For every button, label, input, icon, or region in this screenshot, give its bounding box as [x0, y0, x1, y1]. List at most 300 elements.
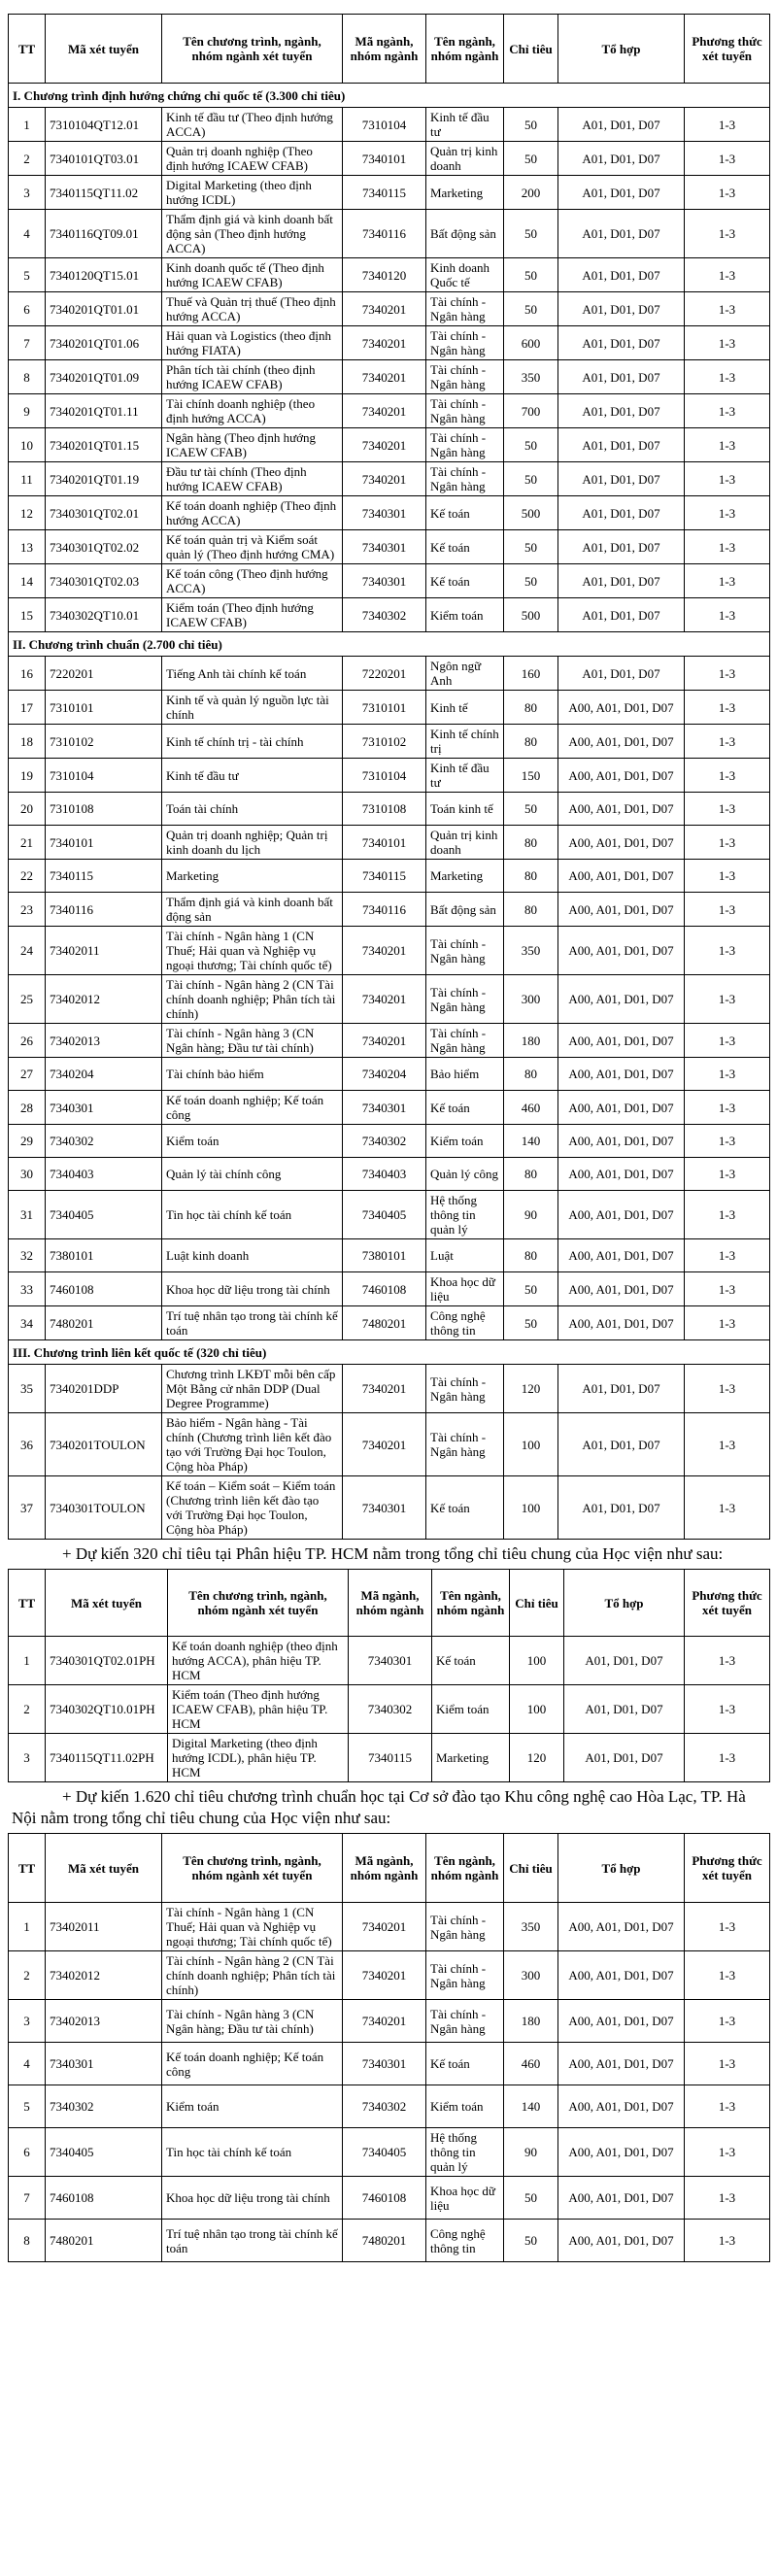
cell-ten-nganh: Hệ thống thông tin quản lý — [426, 2128, 504, 2177]
cell-to-hop: A00, A01, D01, D07 — [558, 691, 685, 725]
table-row — [9, 1637, 770, 1685]
cell-chi-tieu: 50 — [504, 1272, 558, 1306]
cell-tt: 18 — [9, 725, 46, 759]
cell-chi-tieu: 140 — [504, 2085, 558, 2128]
table-row — [9, 326, 770, 360]
cell-chi-tieu: 350 — [504, 360, 558, 394]
cell-ten-nganh: Tài chính - Ngân hàng — [426, 326, 504, 360]
cell-to-hop: A01, D01, D07 — [558, 326, 685, 360]
cell-chi-tieu: 180 — [504, 2000, 558, 2043]
cell-chi-tieu: 50 — [504, 564, 558, 598]
cell-ma-nganh: 7380101 — [343, 1239, 426, 1272]
cell-to-hop: A00, A01, D01, D07 — [558, 2043, 685, 2085]
cell-ten-chuong-trinh: Kế toán công (Theo định hướng ACCA) — [162, 564, 343, 598]
cell-ma-xet-tuyen: 7340405 — [46, 2128, 162, 2177]
cell-ma-xet-tuyen: 7340115QT11.02PH — [46, 1734, 168, 1782]
table-row — [9, 1685, 770, 1734]
cell-ma-xet-tuyen: 7340116QT09.01 — [46, 210, 162, 258]
cell-tt: 1 — [9, 1637, 46, 1685]
cell-phuong-thuc: 1-3 — [685, 2220, 770, 2262]
cell-ma-nganh: 7310101 — [343, 691, 426, 725]
cell-ma-xet-tuyen: 7460108 — [46, 1272, 162, 1306]
note-hoa-lac — [8, 1786, 769, 1829]
cell-ten-chuong-trinh: Marketing — [162, 860, 343, 893]
cell-phuong-thuc: 1-3 — [685, 462, 770, 496]
cell-chi-tieu: 50 — [504, 258, 558, 292]
cell-tt: 37 — [9, 1476, 46, 1540]
cell-ten-nganh: Kiểm toán — [426, 1125, 504, 1158]
cell-tt: 25 — [9, 975, 46, 1024]
cell-tt: 4 — [9, 2043, 46, 2085]
cell-phuong-thuc: 1-3 — [685, 826, 770, 860]
cell-ten-nganh: Bất động sản — [426, 893, 504, 927]
cell-phuong-thuc: 1-3 — [685, 564, 770, 598]
cell-to-hop: A00, A01, D01, D07 — [558, 1272, 685, 1306]
cell-tt: 22 — [9, 860, 46, 893]
cell-to-hop: A00, A01, D01, D07 — [558, 1951, 685, 2000]
cell-ma-nganh: 7340302 — [343, 1125, 426, 1158]
cell-ma-nganh: 7340405 — [343, 1191, 426, 1239]
cell-phuong-thuc: 1-3 — [685, 530, 770, 564]
table-row — [9, 394, 770, 428]
cell-ten-chuong-trinh: Khoa học dữ liệu trong tài chính — [162, 1272, 343, 1306]
header-tt: TT — [9, 1834, 46, 1903]
cell-phuong-thuc: 1-3 — [685, 108, 770, 142]
header-ten-nganh: Tên ngành, nhóm ngành — [426, 1834, 504, 1903]
cell-phuong-thuc: 1-3 — [685, 1365, 770, 1413]
cell-chi-tieu: 50 — [504, 1306, 558, 1340]
cell-chi-tieu: 600 — [504, 326, 558, 360]
table-row — [9, 1951, 770, 2000]
cell-to-hop: A00, A01, D01, D07 — [558, 1239, 685, 1272]
table-header-row — [9, 1834, 770, 1903]
cell-ten-nganh: Marketing — [432, 1734, 510, 1782]
cell-ma-xet-tuyen: 7310104 — [46, 759, 162, 793]
cell-chi-tieu: 350 — [504, 1903, 558, 1951]
cell-ten-chuong-trinh: Tài chính - Ngân hàng 3 (CN Ngân hàng; Đầu tư tài chính) — [162, 2000, 343, 2043]
cell-ma-xet-tuyen: 7340101QT03.01 — [46, 142, 162, 176]
cell-chi-tieu: 150 — [504, 759, 558, 793]
cell-ten-chuong-trinh: Quản trị doanh nghiệp (Theo định hướng ICAEW CFAB) — [162, 142, 343, 176]
cell-to-hop: A01, D01, D07 — [558, 258, 685, 292]
section-title: II. Chương trình chuẩn (2.700 chỉ tiêu) — [9, 632, 770, 657]
table-row — [9, 1239, 770, 1272]
cell-chi-tieu: 50 — [504, 428, 558, 462]
cell-chi-tieu: 700 — [504, 394, 558, 428]
header-tt: TT — [9, 15, 46, 84]
cell-ma-nganh: 7340301 — [343, 496, 426, 530]
cell-to-hop: A00, A01, D01, D07 — [558, 1125, 685, 1158]
cell-ten-chuong-trinh: Kế toán – Kiểm soát – Kiểm toán (Chương trình liên kết đào tạo với Trường Đại học Toulon, Cộng hòa Pháp) — [162, 1476, 343, 1540]
cell-tt: 13 — [9, 530, 46, 564]
cell-ma-xet-tuyen: 7340302QT10.01 — [46, 598, 162, 632]
header-ma-xet-tuyen: Mã xét tuyển — [46, 1834, 162, 1903]
cell-ma-nganh: 7340201 — [343, 1413, 426, 1476]
cell-ma-xet-tuyen: 7310108 — [46, 793, 162, 826]
cell-ten-nganh: Kinh tế chính trị — [426, 725, 504, 759]
cell-to-hop: A01, D01, D07 — [558, 1413, 685, 1476]
cell-tt: 31 — [9, 1191, 46, 1239]
cell-ten-nganh: Bảo hiểm — [426, 1058, 504, 1091]
header-ma-nganh: Mã ngành, nhóm ngành — [343, 1834, 426, 1903]
cell-tt: 7 — [9, 326, 46, 360]
cell-ma-nganh: 7340403 — [343, 1158, 426, 1191]
cell-ma-xet-tuyen: 7340301QT02.03 — [46, 564, 162, 598]
cell-phuong-thuc: 1-3 — [685, 1058, 770, 1091]
cell-ten-nganh: Luật — [426, 1239, 504, 1272]
cell-tt: 7 — [9, 2177, 46, 2220]
cell-ma-xet-tuyen: 7340204 — [46, 1058, 162, 1091]
table-row — [9, 496, 770, 530]
cell-ma-nganh: 7340302 — [343, 2085, 426, 2128]
cell-to-hop: A01, D01, D07 — [558, 657, 685, 691]
cell-phuong-thuc: 1-3 — [685, 1734, 770, 1782]
cell-ma-nganh: 7340302 — [343, 598, 426, 632]
cell-phuong-thuc: 1-3 — [685, 1125, 770, 1158]
cell-tt: 19 — [9, 759, 46, 793]
cell-ten-nganh: Quản lý công — [426, 1158, 504, 1191]
cell-to-hop: A01, D01, D07 — [558, 428, 685, 462]
cell-to-hop: A00, A01, D01, D07 — [558, 893, 685, 927]
section-title: III. Chương trình liên kết quốc tế (320 chỉ tiêu) — [9, 1340, 770, 1365]
cell-ten-nganh: Hệ thống thông tin quản lý — [426, 1191, 504, 1239]
table-row — [9, 1365, 770, 1413]
header-ma-nganh: Mã ngành, nhóm ngành — [343, 15, 426, 84]
section-header-row — [9, 1340, 770, 1365]
cell-ten-chuong-trinh: Phân tích tài chính (theo định hướng ICAEW CFAB) — [162, 360, 343, 394]
cell-chi-tieu: 50 — [504, 108, 558, 142]
cell-ma-nganh: 7340101 — [343, 826, 426, 860]
cell-phuong-thuc: 1-3 — [685, 2128, 770, 2177]
cell-phuong-thuc: 1-3 — [685, 975, 770, 1024]
cell-ten-nganh: Kế toán — [426, 530, 504, 564]
cell-ten-chuong-trinh: Tài chính - Ngân hàng 2 (CN Tài chính doanh nghiệp; Phân tích tài chính) — [162, 1951, 343, 2000]
cell-ma-nganh: 7340201 — [343, 1024, 426, 1058]
cell-chi-tieu: 100 — [504, 1476, 558, 1540]
cell-ma-xet-tuyen: 7340405 — [46, 1191, 162, 1239]
cell-ten-nganh: Kiểm toán — [426, 2085, 504, 2128]
cell-ten-chuong-trinh: Kinh tế đầu tư (Theo định hướng ACCA) — [162, 108, 343, 142]
cell-to-hop: A00, A01, D01, D07 — [558, 2177, 685, 2220]
cell-ma-nganh: 7340115 — [349, 1734, 432, 1782]
cell-phuong-thuc: 1-3 — [685, 292, 770, 326]
cell-ma-xet-tuyen: 7310104QT12.01 — [46, 108, 162, 142]
cell-ten-nganh: Tài chính - Ngân hàng — [426, 927, 504, 975]
cell-to-hop: A01, D01, D07 — [558, 530, 685, 564]
cell-ma-xet-tuyen: 7340201QT01.01 — [46, 292, 162, 326]
cell-ma-xet-tuyen: 7340302 — [46, 1125, 162, 1158]
cell-tt: 24 — [9, 927, 46, 975]
cell-phuong-thuc: 1-3 — [685, 428, 770, 462]
cell-phuong-thuc: 1-3 — [685, 657, 770, 691]
cell-ma-xet-tuyen: 7340201DDP — [46, 1365, 162, 1413]
cell-ma-nganh: 7340201 — [343, 2000, 426, 2043]
cell-tt: 8 — [9, 360, 46, 394]
cell-ten-nganh: Kế toán — [432, 1637, 510, 1685]
cell-ten-chuong-trinh: Trí tuệ nhân tạo trong tài chính kế toán — [162, 1306, 343, 1340]
header-phuong-thuc: Phương thức xét tuyển — [685, 1834, 770, 1903]
cell-ma-nganh: 7480201 — [343, 2220, 426, 2262]
cell-chi-tieu: 50 — [504, 142, 558, 176]
table-row — [9, 657, 770, 691]
table-row — [9, 1734, 770, 1782]
cell-ma-xet-tuyen: 7340201QT01.19 — [46, 462, 162, 496]
cell-tt: 1 — [9, 1903, 46, 1951]
cell-ma-nganh: 7340201 — [343, 360, 426, 394]
cell-ma-xet-tuyen: 7220201 — [46, 657, 162, 691]
table-row — [9, 210, 770, 258]
cell-ten-nganh: Kiểm toán — [432, 1685, 510, 1734]
table-header-row — [9, 1570, 770, 1637]
cell-ma-xet-tuyen: 7380101 — [46, 1239, 162, 1272]
table-row — [9, 360, 770, 394]
cell-to-hop: A00, A01, D01, D07 — [558, 826, 685, 860]
cell-tt: 5 — [9, 258, 46, 292]
cell-tt: 21 — [9, 826, 46, 860]
table-row — [9, 860, 770, 893]
cell-ma-xet-tuyen: 7340301 — [46, 2043, 162, 2085]
section-header-row — [9, 632, 770, 657]
cell-chi-tieu: 50 — [504, 292, 558, 326]
cell-phuong-thuc: 1-3 — [685, 793, 770, 826]
cell-ten-chuong-trinh: Kinh tế đầu tư — [162, 759, 343, 793]
table-row — [9, 1903, 770, 1951]
cell-tt: 5 — [9, 2085, 46, 2128]
cell-ma-nganh: 7340302 — [349, 1685, 432, 1734]
cell-ma-nganh: 7310102 — [343, 725, 426, 759]
cell-ten-nganh: Tài chính - Ngân hàng — [426, 1903, 504, 1951]
table-row — [9, 759, 770, 793]
cell-ten-nganh: Kinh doanh Quốc tế — [426, 258, 504, 292]
cell-ten-nganh: Tài chính - Ngân hàng — [426, 428, 504, 462]
cell-ten-chuong-trinh: Kế toán doanh nghiệp (Theo định hướng ACCA) — [162, 496, 343, 530]
cell-to-hop: A00, A01, D01, D07 — [558, 2220, 685, 2262]
cell-ten-chuong-trinh: Kinh doanh quốc tế (Theo định hướng ICAEW CFAB) — [162, 258, 343, 292]
admission-quota-table — [8, 14, 770, 1540]
cell-tt: 4 — [9, 210, 46, 258]
cell-to-hop: A01, D01, D07 — [558, 1365, 685, 1413]
cell-phuong-thuc: 1-3 — [685, 1272, 770, 1306]
cell-to-hop: A01, D01, D07 — [564, 1637, 685, 1685]
table-row — [9, 258, 770, 292]
cell-tt: 26 — [9, 1024, 46, 1058]
cell-tt: 28 — [9, 1091, 46, 1125]
cell-ten-nganh: Kế toán — [426, 2043, 504, 2085]
cell-ten-nganh: Tài chính - Ngân hàng — [426, 1024, 504, 1058]
cell-to-hop: A01, D01, D07 — [558, 108, 685, 142]
cell-chi-tieu: 460 — [504, 2043, 558, 2085]
cell-ma-nganh: 7340201 — [343, 1365, 426, 1413]
table-row — [9, 176, 770, 210]
cell-ten-chuong-trinh: Kinh tế và quản lý nguồn lực tài chính — [162, 691, 343, 725]
section-title: I. Chương trình định hướng chứng chỉ quốc tế (3.300 chỉ tiêu) — [9, 84, 770, 108]
table-row — [9, 1091, 770, 1125]
cell-ten-chuong-trinh: Tài chính - Ngân hàng 2 (CN Tài chính doanh nghiệp; Phân tích tài chính) — [162, 975, 343, 1024]
cell-ten-chuong-trinh: Kế toán quản trị và Kiểm soát quản lý (Theo định hướng CMA) — [162, 530, 343, 564]
cell-ten-chuong-trinh: Kiểm toán (Theo định hướng ICAEW CFAB), phân hiệu TP. HCM — [168, 1685, 349, 1734]
cell-ten-nganh: Tài chính - Ngân hàng — [426, 394, 504, 428]
cell-ten-nganh: Công nghệ thông tin — [426, 1306, 504, 1340]
header-ma-xet-tuyen: Mã xét tuyển — [46, 1570, 168, 1637]
cell-tt: 35 — [9, 1365, 46, 1413]
cell-ma-nganh: 7340301 — [343, 2043, 426, 2085]
cell-phuong-thuc: 1-3 — [685, 258, 770, 292]
cell-ten-chuong-trinh: Kinh tế chính trị - tài chính — [162, 725, 343, 759]
cell-ma-xet-tuyen: 73402013 — [46, 1024, 162, 1058]
header-phuong-thuc: Phương thức xét tuyển — [685, 15, 770, 84]
cell-to-hop: A00, A01, D01, D07 — [558, 1306, 685, 1340]
cell-chi-tieu: 80 — [504, 1158, 558, 1191]
cell-ma-xet-tuyen: 73402011 — [46, 927, 162, 975]
cell-ten-chuong-trinh: Kiểm toán (Theo định hướng ICAEW CFAB) — [162, 598, 343, 632]
cell-to-hop: A00, A01, D01, D07 — [558, 725, 685, 759]
cell-ten-nganh: Khoa học dữ liệu — [426, 1272, 504, 1306]
cell-ten-chuong-trinh: Tài chính - Ngân hàng 1 (CN Thuế; Hải quan và Nghiệp vụ ngoại thương; Tài chính quốc tế) — [162, 1903, 343, 1951]
cell-ten-chuong-trinh: Chương trình LKĐT mỗi bên cấp Một Bằng cử nhân DDP (Dual Degree Programme) — [162, 1365, 343, 1413]
table-row — [9, 530, 770, 564]
note-hcm-branch — [8, 1543, 769, 1565]
cell-ten-nganh: Khoa học dữ liệu — [426, 2177, 504, 2220]
cell-ma-xet-tuyen: 73402012 — [46, 1951, 162, 2000]
cell-ma-nganh: 7340201 — [343, 292, 426, 326]
cell-to-hop: A00, A01, D01, D07 — [558, 1024, 685, 1058]
cell-ten-nganh: Công nghệ thông tin — [426, 2220, 504, 2262]
table-row — [9, 1125, 770, 1158]
cell-chi-tieu: 140 — [504, 1125, 558, 1158]
cell-phuong-thuc: 1-3 — [685, 1306, 770, 1340]
cell-chi-tieu: 500 — [504, 598, 558, 632]
table-row — [9, 826, 770, 860]
cell-ma-xet-tuyen: 7310101 — [46, 691, 162, 725]
cell-ma-xet-tuyen: 7340403 — [46, 1158, 162, 1191]
cell-ma-xet-tuyen: 7340115QT11.02 — [46, 176, 162, 210]
cell-tt: 29 — [9, 1125, 46, 1158]
cell-ma-nganh: 7340120 — [343, 258, 426, 292]
cell-tt: 6 — [9, 2128, 46, 2177]
cell-phuong-thuc: 1-3 — [685, 2000, 770, 2043]
cell-ma-xet-tuyen: 7340301QT02.01PH — [46, 1637, 168, 1685]
cell-ma-xet-tuyen: 7340201QT01.11 — [46, 394, 162, 428]
table-row — [9, 2085, 770, 2128]
cell-ten-chuong-trinh: Đầu tư tài chính (Theo định hướng ICAEW CFAB) — [162, 462, 343, 496]
cell-ma-xet-tuyen: 7340116 — [46, 893, 162, 927]
cell-ma-nganh: 7340115 — [343, 860, 426, 893]
cell-chi-tieu: 50 — [504, 530, 558, 564]
cell-phuong-thuc: 1-3 — [685, 893, 770, 927]
cell-ten-nganh: Toán kinh tế — [426, 793, 504, 826]
cell-ma-xet-tuyen: 7460108 — [46, 2177, 162, 2220]
table-row — [9, 142, 770, 176]
cell-ten-chuong-trinh: Thẩm định giá và kinh doanh bất động sản — [162, 893, 343, 927]
cell-to-hop: A01, D01, D07 — [558, 564, 685, 598]
cell-ma-nganh: 7340204 — [343, 1058, 426, 1091]
cell-ma-xet-tuyen: 7340201QT01.09 — [46, 360, 162, 394]
cell-chi-tieu: 300 — [504, 1951, 558, 2000]
cell-ten-nganh: Tài chính - Ngân hàng — [426, 462, 504, 496]
cell-ten-chuong-trinh: Quản trị doanh nghiệp; Quản trị kinh doanh du lịch — [162, 826, 343, 860]
table-row — [9, 691, 770, 725]
cell-chi-tieu: 90 — [504, 2128, 558, 2177]
cell-chi-tieu: 80 — [504, 725, 558, 759]
header-ten-chuong-trinh: Tên chương trình, ngành, nhóm ngành xét tuyển — [162, 1834, 343, 1903]
cell-ma-nganh: 7340201 — [343, 326, 426, 360]
cell-ma-nganh: 7340201 — [343, 927, 426, 975]
cell-ten-chuong-trinh: Digital Marketing (theo định hướng ICDL), phân hiệu TP. HCM — [168, 1734, 349, 1782]
header-to-hop: Tổ hợp — [558, 15, 685, 84]
cell-ten-chuong-trinh: Khoa học dữ liệu trong tài chính — [162, 2177, 343, 2220]
header-phuong-thuc: Phương thức xét tuyển — [685, 1570, 770, 1637]
table-row — [9, 108, 770, 142]
cell-ma-nganh: 7340201 — [343, 428, 426, 462]
cell-ma-xet-tuyen: 7310102 — [46, 725, 162, 759]
cell-ten-chuong-trinh: Tài chính - Ngân hàng 1 (CN Thuế; Hải quan và Nghiệp vụ ngoại thương; Tài chính quốc tế) — [162, 927, 343, 975]
table-row — [9, 2128, 770, 2177]
cell-ma-xet-tuyen: 7340301 — [46, 1091, 162, 1125]
cell-ma-nganh: 7340201 — [343, 975, 426, 1024]
cell-ten-nganh: Ngôn ngữ Anh — [426, 657, 504, 691]
header-ten-nganh: Tên ngành, nhóm ngành — [432, 1570, 510, 1637]
cell-phuong-thuc: 1-3 — [685, 1091, 770, 1125]
cell-ma-nganh: 7340301 — [343, 564, 426, 598]
header-ten-nganh: Tên ngành, nhóm ngành — [426, 15, 504, 84]
cell-ten-chuong-trinh: Tiếng Anh tài chính kế toán — [162, 657, 343, 691]
cell-tt: 14 — [9, 564, 46, 598]
cell-phuong-thuc: 1-3 — [685, 1158, 770, 1191]
cell-ten-nganh: Tài chính - Ngân hàng — [426, 975, 504, 1024]
cell-phuong-thuc: 1-3 — [685, 360, 770, 394]
cell-phuong-thuc: 1-3 — [685, 1951, 770, 2000]
cell-chi-tieu: 120 — [504, 1365, 558, 1413]
header-chi-tieu: Chỉ tiêu — [504, 15, 558, 84]
cell-ten-nganh: Bất động sản — [426, 210, 504, 258]
cell-to-hop: A01, D01, D07 — [558, 394, 685, 428]
cell-to-hop: A00, A01, D01, D07 — [558, 759, 685, 793]
header-chi-tieu: Chỉ tiêu — [510, 1570, 564, 1637]
cell-ma-xet-tuyen: 7480201 — [46, 2220, 162, 2262]
cell-tt: 27 — [9, 1058, 46, 1091]
cell-ten-nganh: Kinh tế đầu tư — [426, 759, 504, 793]
table-row — [9, 2220, 770, 2262]
cell-tt: 32 — [9, 1239, 46, 1272]
cell-tt: 6 — [9, 292, 46, 326]
table-row — [9, 428, 770, 462]
cell-chi-tieu: 80 — [504, 860, 558, 893]
table-row — [9, 793, 770, 826]
cell-ma-xet-tuyen: 7340201QT01.06 — [46, 326, 162, 360]
cell-to-hop: A01, D01, D07 — [558, 462, 685, 496]
header-ten-chuong-trinh: Tên chương trình, ngành, nhóm ngành xét tuyển — [162, 15, 343, 84]
cell-phuong-thuc: 1-3 — [685, 1637, 770, 1685]
cell-chi-tieu: 300 — [504, 975, 558, 1024]
cell-ma-nganh: 7340116 — [343, 893, 426, 927]
cell-phuong-thuc: 1-3 — [685, 1024, 770, 1058]
table-row — [9, 2177, 770, 2220]
table-row — [9, 1272, 770, 1306]
cell-ten-chuong-trinh: Hải quan và Logistics (theo định hướng FIATA) — [162, 326, 343, 360]
cell-ten-nganh: Tài chính - Ngân hàng — [426, 1413, 504, 1476]
cell-chi-tieu: 50 — [504, 210, 558, 258]
table-row — [9, 2043, 770, 2085]
cell-to-hop: A01, D01, D07 — [558, 176, 685, 210]
table-row — [9, 1158, 770, 1191]
cell-to-hop: A00, A01, D01, D07 — [558, 1091, 685, 1125]
table-row — [9, 598, 770, 632]
cell-chi-tieu: 100 — [510, 1637, 564, 1685]
cell-ten-nganh: Marketing — [426, 176, 504, 210]
cell-to-hop: A00, A01, D01, D07 — [558, 2085, 685, 2128]
cell-ma-xet-tuyen: 7480201 — [46, 1306, 162, 1340]
table-row — [9, 893, 770, 927]
